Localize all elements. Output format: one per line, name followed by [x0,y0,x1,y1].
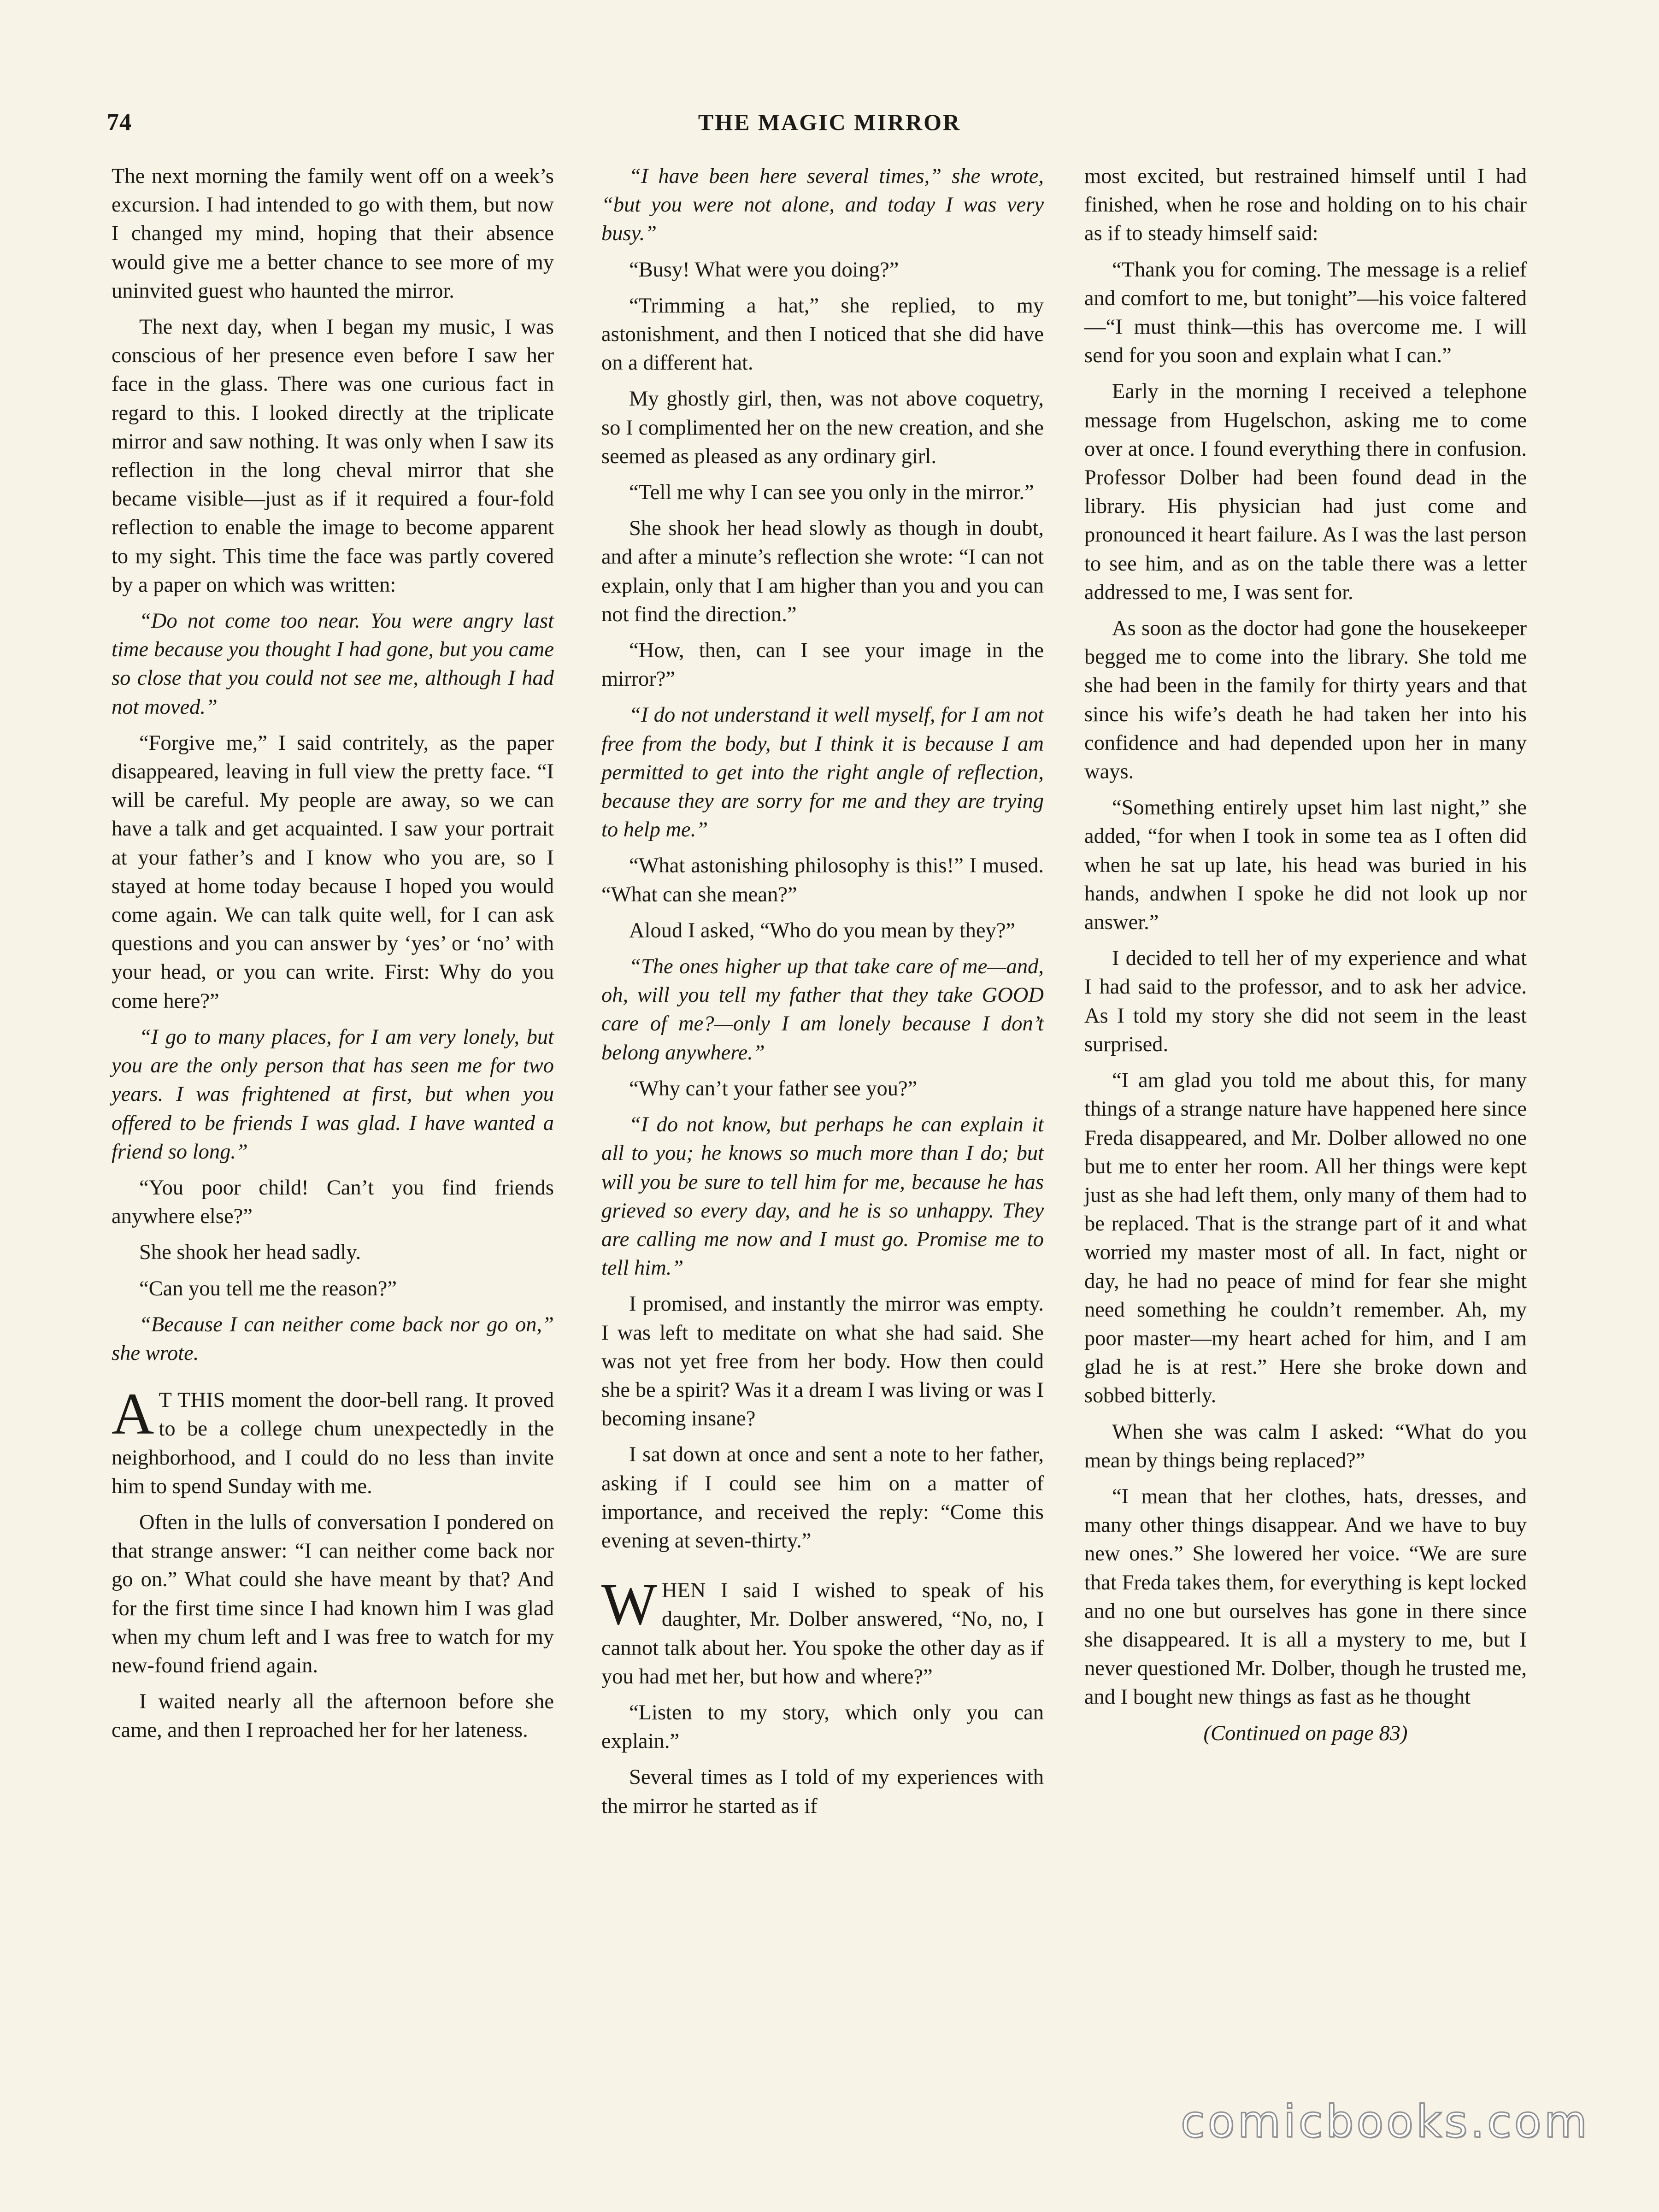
paragraph: “How, then, can I see your image in the mirror?” [601,639,1044,691]
continued-note: (Continued on page 83) [1203,1721,1408,1745]
paragraph: “Thank you for coming. The message is a relief and comfort to me, but tonight”—his voice faltered—“I must think—this has overcome me. I will send for you soon and explain what I can.” [1084,258,1527,368]
paragraph: The next morning the family went off on a week’s excursion. I had intended to go with them, but now I changed my mind, hoping that their absence would give me a better chance to see more of my uninvited guest who haunted the mirror. [112,165,554,303]
paragraph: As soon as the doctor had gone the housekeeper begged me to come into the library. She told me she had been in the family for thirty years and that since his wife’s death he had taken her into his confidence and had depended upon her in many ways. [1084,617,1527,784]
paragraph: “Can you tell me the reason?” [139,1277,397,1300]
drop-cap: W [601,1571,657,1637]
paragraph-italic: “I go to many places, for I am very lonely, but you are the only person that has seen me for two years. I was frightened at first, but when you offered to be friends I was glad. I have wanted a friend so long.” [112,1025,554,1164]
paragraph: “Why can’t your father see you?” [629,1077,918,1100]
paragraph: “Forgive me,” I said contritely, as the paper disappeared, leaving in full view the pretty face. “I will be careful. My people are away, so we can have a talk and get acquainted. I saw your portrait at your father’s and I know who you are, so I stayed at home today because I hoped you would come again. We can talk quite well, for I can ask questions and you can answer by ‘yes’ or ‘no’ with your head, or you can write. First: Why do you come here?” [112,731,554,1013]
paragraph-italic: “I have been here several times,” she wrote, “but you were not alone, and today I was very busy.” [601,165,1044,246]
paragraph-italic: “Because I can neither come back nor go on,” she wrote. [112,1312,554,1365]
paragraph: “Listen to my story, which only you can explain.” [601,1700,1044,1753]
paragraph: My ghostly girl, then, was not above coquetry, so I complimented her on the new creation, and she seemed as pleased as any ordinary girl. [601,387,1044,468]
paragraph: Often in the lulls of conversation I pondered on that strange answer: “I can neither come back nor go on.” What could she have meant by that? And for the first time since I had known him I was glad when my chum left and I was free to watch for my new-found friend again. [112,1510,554,1677]
paragraph-italic: “The ones higher up that take care of me—and, oh, will you tell my father that they take GOOD care of me?—only I am lonely because I don’t belong anywhere.” [601,955,1044,1065]
running-head-title: THE MAGIC MIRROR [698,109,961,135]
paragraph-italic: “I do not understand it well myself, for I am not free from the body, but I think it is because I am permitted to get into the right angle of reflection, because they are sorry for me and they are trying to help me.” [601,703,1044,842]
paragraph: “I am glad you told me about this, for many things of a strange nature have happened here since Freda disappeared, and Mr. Dolber allowed no one but me to enter her room. All her things were kept just as she had left them, only many of them had to be replaced. That is the strange part of it and what worried my master most of all. In fact, night or day, he had no peace of mind for fear she might need something he couldn’t remember. Ah, my poor master—my heart ached for him, and I am glad he is at rest.” Here she broke down and sobbed bitterly. [1084,1069,1527,1408]
paragraph: She shook her head sadly. [139,1241,361,1265]
paragraph: She shook her head slowly as though in doubt, and after a minute’s reflection she wrote: “I can not explain, only that I am higher than you and you can not find the direction.” [601,517,1044,626]
section-text: T THIS moment the door-bell rang. It proved to be a college chum unexpectedly in the neighborhood, and I could do no less than invite him to spend Sunday with me. [112,1388,554,1498]
paragraph: Aloud I asked, “Who do you mean by they?” [629,918,1016,942]
paragraph: “You poor child! Can’t you find friends anywhere else?” [112,1176,554,1229]
paragraph: “Something entirely upset him last night,” she added, “for when I took in some tea as I often did when he sat up late, his head was buried in his hands, andwhen I spoke he did not look up nor answer.” [1084,796,1527,935]
paragraph: I decided to tell her of my experience and what I had said to the professor, and to ask her advice. As I told my story she did not seem in the least surprised. [1084,947,1527,1056]
text-column-3 [1084,162,1527,1755]
paragraph: “Tell me why I can see you only in the mirror.” [629,481,1034,505]
paragraph: The next day, when I began my music, I was conscious of her presence even before I saw her face in the glass. There was one curious fact in regard to this. I looked directly at the triplicate mirror and saw nothing. It was only when I saw its reflection in the long cheval mirror that she became visible—just as if it required a four-fold reflection to enable the image to become apparent to my sight. This time the face was partly covered by a paper on which was written: [112,315,554,597]
paragraph: “Busy! What were you doing?” [629,258,899,282]
section-opening-paragraph [601,1571,1044,1691]
section-text: HEN I said I wished to speak of his daughter, Mr. Dolber answered, “No, no, I cannot talk about her. You spoke the other day as if you had met her, but how and where?” [601,1579,1044,1688]
paragraph: Several times as I told of my experiences with the mirror he started as if [601,1765,1044,1818]
paragraph: “What astonishing philosophy is this!” I mused. “What can she mean?” [601,854,1044,906]
paragraph-italic: “I do not know, but perhaps he can explain it all to you; he knows so much more than I do; but will you be sure to tell him for me, because he has grieved so every day, and he is so unhappy. They are calling me now and I must go. Promise me to tell him.” [601,1113,1044,1280]
text-column-2 [601,162,1044,1828]
paragraph: Early in the morning I received a telephone message from Hugelschon, asking me to come over at once. I found everything there in confusion. Professor Dolber had been found dead in the library. His physician had just come and pronounced it heart failure. As I was the last person to see him, and as on the table there was a letter addressed to me, I was sent for. [1084,380,1527,604]
paragraph: When she was calm I asked: “What do you mean by things being replaced?” [1084,1420,1527,1472]
page-number: 74 [107,109,132,135]
paragraph-italic: “Do not come too near. You were angry last time because you thought I had gone, but you came so close that you could not see me, although I had not moved.” [112,609,554,719]
paragraph: I waited nearly all the afternoon before she came, and then I reproached her for her lateness. [112,1690,554,1742]
paragraph: most excited, but restrained himself until I had finished, when he rose and holding on to his chair as if to steady himself said: [1084,165,1527,246]
text-column-1 [112,162,554,1753]
paragraph: I sat down at once and sent a note to her father, asking if I could see him on a matter of importance, and received the reply: “Come this evening at seven-thirty.” [601,1443,1044,1553]
paragraph: “I mean that her clothes, hats, dresses, and many other things disappear. And we have to buy new ones.” She lowered her voice. “We are sure that Freda takes them, for everything is kept locked and no one but ourselves has gone in there since she disappeared. It is all a mystery to me, but I never questioned Mr. Dolber, though he trusted me, and I bought new things as fast as he thought [1084,1484,1527,1709]
drop-cap: A [112,1381,154,1447]
paragraph: “Trimming a hat,” she replied, to my astonishment, and then I noticed that she did have on a different hat. [601,294,1044,375]
section-opening-paragraph [112,1381,554,1501]
watermark: comicbooks.com [1180,2096,1590,2147]
paragraph: I promised, and instantly the mirror was empty. I was left to meditate on what she had said. She was not yet free from her body. How then could she be a spirit? Was it a dream I was living or was I becoming insane? [601,1292,1044,1431]
